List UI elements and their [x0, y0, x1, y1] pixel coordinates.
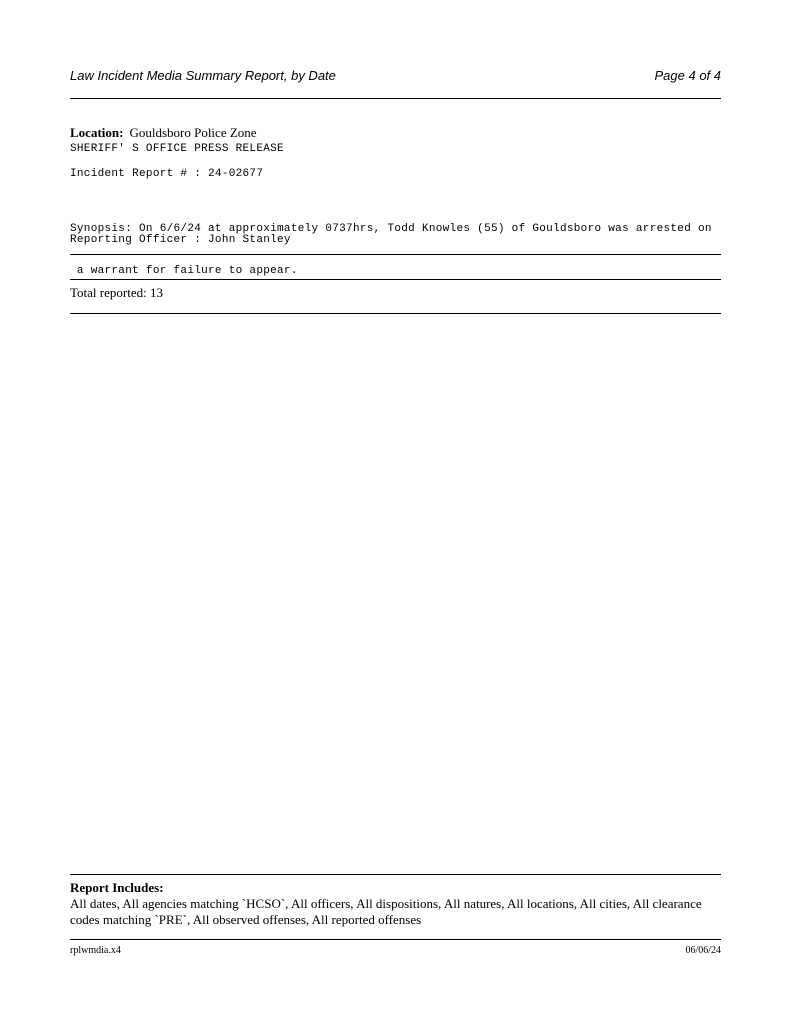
- report-date: 06/06/24: [685, 945, 721, 956]
- page-footer: [70, 945, 721, 959]
- synopsis-line-1: Synopsis: On 6/6/24 at approximately 0737hrs, Todd Knowles (55) of Gouldsboro was arrested on: [70, 223, 712, 235]
- report-header: [70, 68, 721, 86]
- page-number: Page 4 of 4: [654, 68, 721, 83]
- report-includes: [70, 880, 721, 928]
- report-filename: rplwmdia.x4: [70, 945, 121, 956]
- footer-bottom-divider: [70, 939, 721, 940]
- header-divider: [70, 98, 721, 99]
- total-reported: Total reported: 13: [70, 285, 163, 300]
- report-includes-label: Report Includes:: [70, 880, 164, 895]
- incident-report-number: Incident Report # : 24-02677: [70, 168, 264, 180]
- summary-top-divider: [70, 279, 721, 280]
- record-divider: [70, 254, 721, 255]
- reporting-officer: Reporting Officer : John Stanley: [70, 234, 291, 246]
- location-label: Location:: [70, 125, 124, 140]
- summary-bottom-divider: [70, 313, 721, 314]
- synopsis: [70, 194, 725, 306]
- report-includes-text: All dates, All agencies matching `HCSO`, All officers, All dispositions, All natures, All locations, All cities, All clearance codes matching `PRE`, All observed offenses, All reported offenses: [70, 896, 702, 927]
- synopsis-line-2: a warrant for failure to appear.: [70, 265, 298, 277]
- press-release-line: SHERIFF' S OFFICE PRESS RELEASE: [70, 143, 284, 155]
- location-line: [70, 125, 257, 141]
- report-title: Law Incident Media Summary Report, by Date: [70, 68, 336, 83]
- location-value: Gouldsboro Police Zone: [129, 125, 257, 140]
- footer-top-divider: [70, 874, 721, 875]
